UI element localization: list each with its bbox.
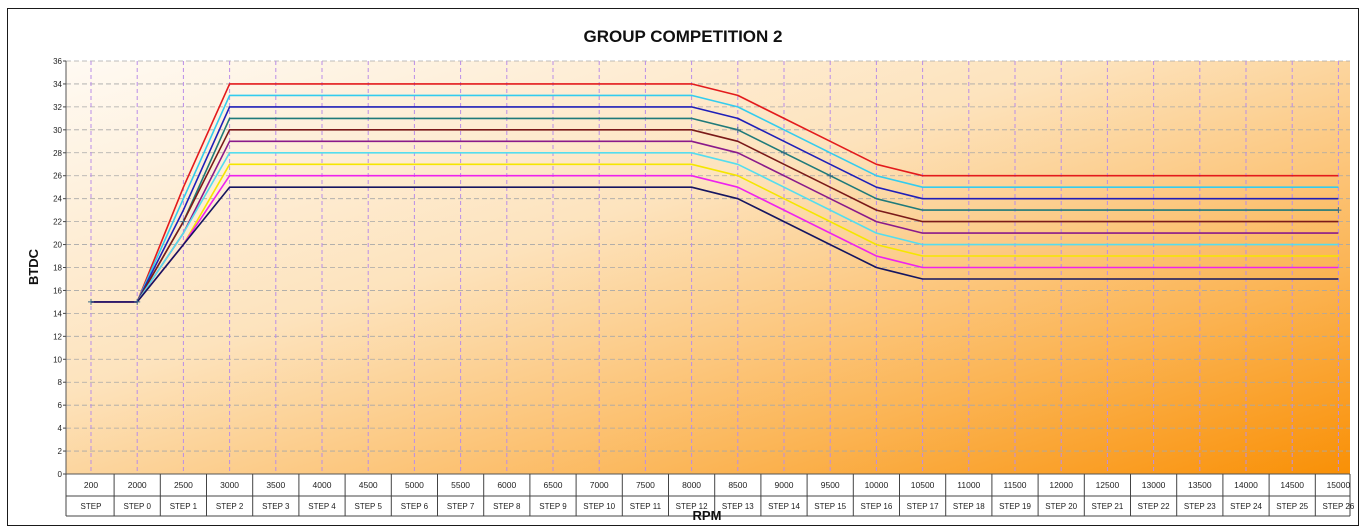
step-label: STEP 7 [446,502,475,511]
step-label: STEP 1 [169,502,198,511]
step-label: STEP 14 [768,502,800,511]
step-label: STEP 19 [999,502,1031,511]
step-label: STEP [80,502,102,511]
step-label: STEP 18 [952,502,985,511]
y-tick-label: 12 [53,332,62,342]
chart-svg [8,9,1358,525]
step-label: STEP 23 [1183,502,1216,511]
x-tick-label: 11000 [957,480,981,490]
step-label: STEP 24 [1230,502,1262,511]
step-label: STEP 13 [721,502,754,511]
step-label: STEP 3 [262,502,290,511]
x-tick-label: 14500 [1280,480,1305,490]
step-label: STEP 9 [539,502,567,511]
x-tick-label: 7500 [635,480,655,490]
step-label: STEP 12 [675,502,708,511]
y-tick-label: 24 [53,194,62,204]
step-label: STEP 26 [1322,502,1355,511]
x-tick-label: 9500 [820,480,840,490]
x-tick-label: 8000 [682,480,702,490]
x-tick-label: 5000 [404,480,424,490]
step-label: STEP 17 [906,502,939,511]
chart-title: GROUP COMPETITION 2 [583,27,783,46]
x-tick-label: 6500 [543,480,563,490]
chart-frame [7,8,1359,526]
x-tick-label: 3500 [266,480,286,490]
x-tick-label: 8500 [728,480,748,490]
step-label: STEP 16 [860,502,893,511]
y-tick-label: 8 [57,378,62,388]
x-tick-label: 14000 [1234,480,1258,490]
step-label: STEP 22 [1137,502,1170,511]
x-tick-label: 6000 [497,480,517,490]
x-tick-label: 12500 [1095,480,1120,490]
x-tick-label: 15000 [1326,480,1351,490]
x-tick-label: 4000 [312,480,332,490]
step-label: STEP 2 [215,502,244,511]
x-tick-label: 12000 [1049,480,1074,490]
y-tick-label: 10 [53,355,62,365]
step-label: STEP 11 [629,502,662,511]
y-tick-label: 16 [53,286,62,296]
x-tick-label: 13000 [1141,480,1166,490]
y-tick-label: 18 [53,263,62,273]
x-tick-label: 7000 [589,480,609,490]
y-tick-label: 2 [57,447,62,457]
x-tick-label: 3000 [220,480,240,490]
y-tick-label: 0 [57,470,62,479]
step-label: STEP 15 [814,502,847,511]
x-tick-label: 2500 [173,480,193,490]
x-tick-label: 5500 [451,480,471,490]
step-label: STEP 10 [583,502,616,511]
x-tick-label: 11500 [1003,480,1027,490]
x-tick-label: 4500 [358,480,378,490]
x-tick-label: 10000 [864,480,889,490]
y-tick-label: 34 [53,79,62,89]
y-tick-label: 36 [53,57,62,66]
y-tick-label: 30 [53,125,62,135]
step-label: STEP 20 [1045,502,1078,511]
step-label: STEP 21 [1091,502,1124,511]
x-tick-label: 13500 [1187,480,1212,490]
step-label: STEP 5 [354,502,382,511]
y-tick-label: 32 [53,102,62,112]
y-tick-label: 14 [53,309,62,319]
y-axis-title: BTDC [26,248,41,286]
step-label: STEP 0 [123,502,151,511]
y-tick-label: 28 [53,148,62,158]
step-label: STEP 25 [1276,502,1309,511]
y-tick-label: 26 [53,171,62,181]
x-tick-label: 10500 [910,480,935,490]
y-tick-label: 20 [53,240,62,250]
step-label: STEP 4 [308,502,336,511]
step-label: STEP 8 [493,502,521,511]
x-tick-label: 9000 [774,480,794,490]
step-label: STEP 6 [400,502,429,511]
x-tick-label: 2000 [127,480,147,490]
x-axis-title: RPM [692,508,722,523]
x-tick-label: 200 [83,480,99,490]
y-tick-label: 22 [53,217,62,227]
y-tick-label: 4 [57,424,62,434]
y-tick-label: 6 [57,401,62,411]
